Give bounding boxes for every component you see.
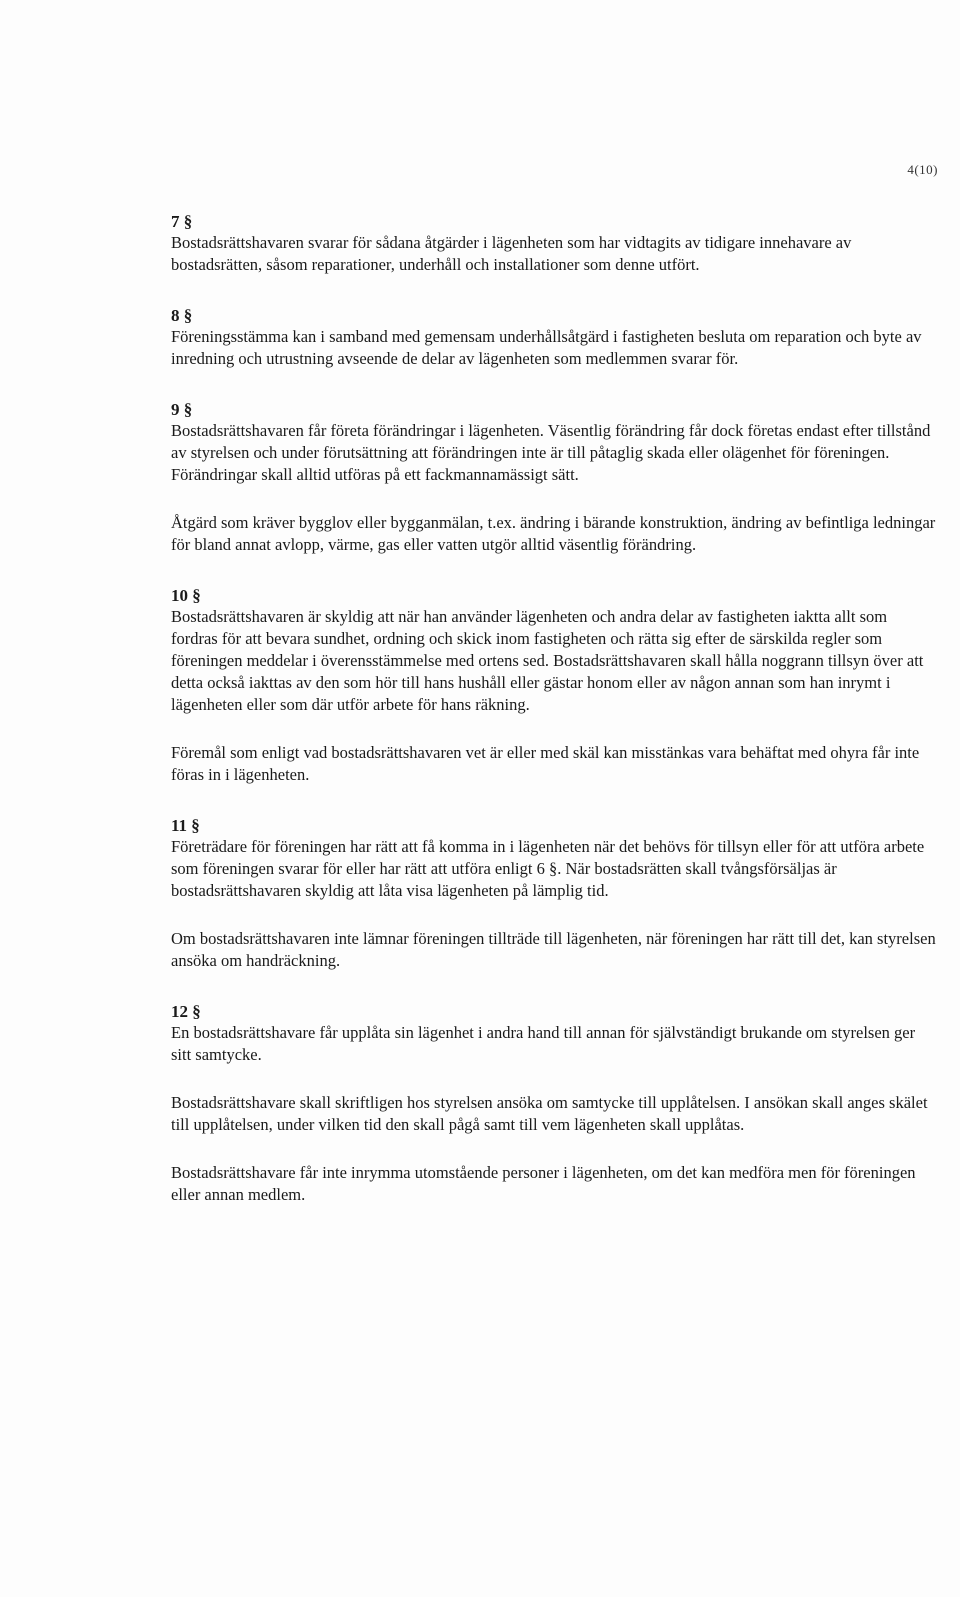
- paragraph: Föreningsstämma kan i samband med gemensam underhållsåtgärd i fastigheten besluta om reparation och byte av inredning och utrustning avseende de delar av lägenheten som medlemmen svarar för.: [171, 327, 922, 368]
- section-heading: 8 §: [171, 306, 193, 325]
- section-11: [171, 816, 936, 972]
- section-12: [171, 1002, 936, 1206]
- section-heading: 12 §: [171, 1002, 201, 1021]
- paragraph: Åtgärd som kräver bygglov eller bygganmälan, t.ex. ändring i bärande konstruktion, ändring av befintliga ledningar för bland annat avlopp, värme, gas eller vatten utgör alltid väsentlig förändring.: [171, 513, 936, 554]
- paragraph: En bostadsrättshavare får upplåta sin lägenhet i andra hand till annan för självständigt brukande om styrelsen ger sitt samtycke.: [171, 1023, 916, 1064]
- section-9: [171, 400, 936, 556]
- section-10: [171, 586, 936, 786]
- document-body: [171, 212, 936, 1206]
- paragraph: Om bostadsrättshavaren inte lämnar föreningen tillträde till lägenheten, när föreningen har rätt till det, kan styrelsen ansöka om handräckning.: [171, 929, 936, 970]
- section-heading: 9 §: [171, 400, 193, 419]
- page-number: 4(10): [907, 162, 938, 177]
- section-8: [171, 306, 936, 370]
- section-7: [171, 212, 936, 276]
- paragraph: Företrädare för föreningen har rätt att få komma in i lägenheten när det behövs för tillsyn eller för att utföra arbete som föreningen svarar för eller har rätt att utföra enligt 6 §. När bostadsrätten skall tvångsförsäljas är bostadsrättshavaren skyldig att låta visa lägenheten på lämplig tid.: [171, 837, 925, 900]
- section-heading: 7 §: [171, 212, 193, 231]
- paragraph: Bostadsrättshavare skall skriftligen hos styrelsen ansöka om samtycke till upplåtelsen. I ansökan skall anges skälet till upplåtelsen, under vilken tid den skall pågå samt till vem lägenheten skall upplåtas.: [171, 1093, 928, 1134]
- paragraph: Bostadsrättshavare får inte inrymma utomstående personer i lägenheten, om det kan medföra men för föreningen eller annan medlem.: [171, 1163, 916, 1204]
- paragraph: Bostadsrättshavaren får företa förändringar i lägenheten. Väsentlig förändring får dock företas endast efter tillstånd av styrelsen och under förutsättning att förändringen inte är till påtaglig skada eller olägenhet för föreningen. Förändringar skall alltid utföras på ett fackmannamässigt sätt.: [171, 421, 931, 484]
- paragraph: Bostadsrättshavaren är skyldig att när han använder lägenheten och andra delar av fastigheten iaktta allt som fordras för att bevara sundhet, ordning och skick inom fastigheten och rätta sig efter de särskilda regler som föreningen meddelar i överensstämmelse med ortens sed. Bostadsrättshavaren skall hålla noggrann tillsyn över att detta också iakttas av den som hör till hans hushåll eller gästar honom eller av någon annan som han inrymt i lägenheten eller som där utför arbete för hans räkning.: [171, 607, 924, 714]
- section-heading: 11 §: [171, 816, 200, 835]
- paragraph: Bostadsrättshavaren svarar för sådana åtgärder i lägenheten som har vidtagits av tidigare innehavare av bostadsrätten, såsom reparationer, underhåll och installationer som denne utfört.: [171, 233, 852, 274]
- paragraph: Föremål som enligt vad bostadsrättshavaren vet är eller med skäl kan misstänkas vara behäftat med ohyra får inte föras in i lägenheten.: [171, 743, 920, 784]
- section-heading: 10 §: [171, 586, 201, 605]
